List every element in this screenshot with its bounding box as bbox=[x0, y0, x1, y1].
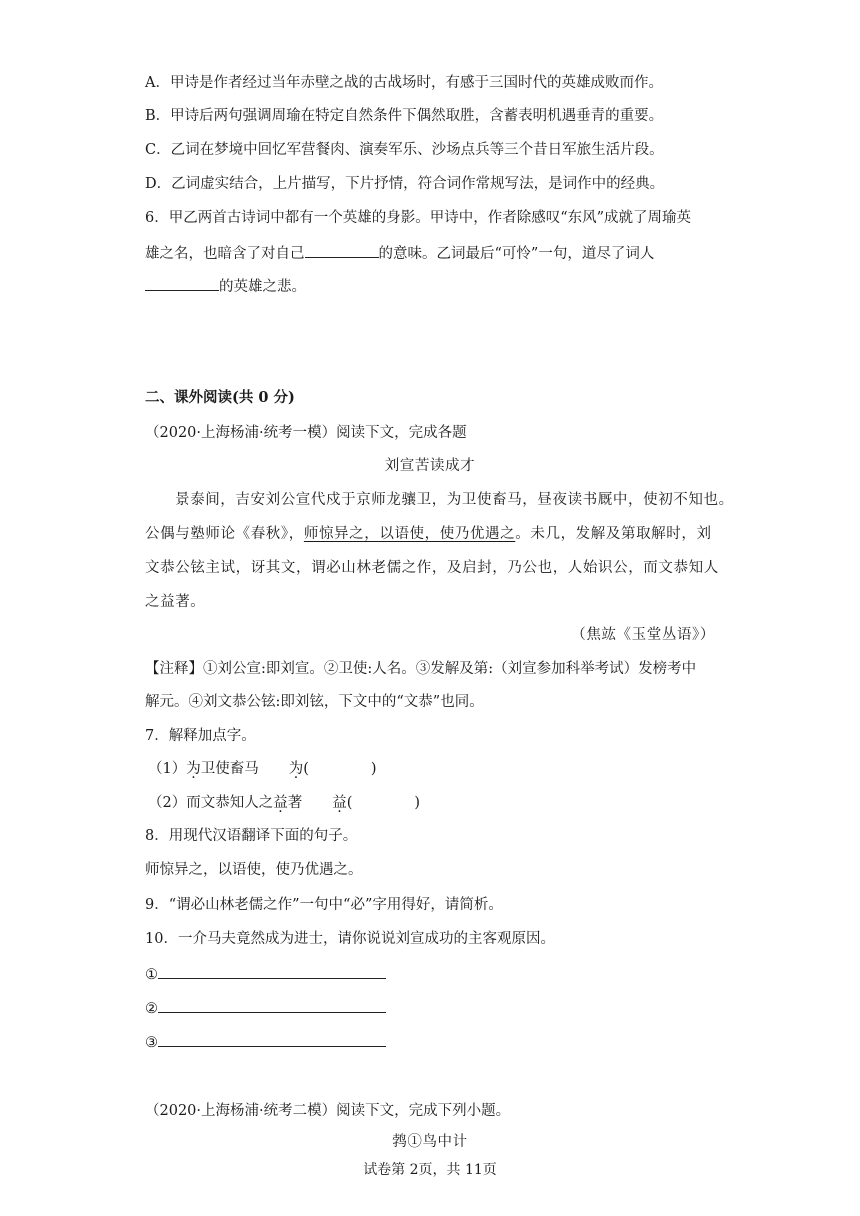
option-c: C．乙词在梦境中回忆军营餐肉、演奏军乐、沙场点兵等三个昔日军旅生活片段。 bbox=[145, 142, 664, 158]
annotation-line-2: 解元。④刘文恭公铉:即刘铉，下文中的“文恭”也同。 bbox=[145, 694, 484, 710]
passage-para-line-3: 文恭公铉主试，讶其文，谓必山林老儒之作，及启封，乃公也，人始识公，而文恭知人 bbox=[145, 560, 719, 576]
passage-1-title: 刘宣苦读成才 bbox=[384, 458, 476, 474]
passage-para-line-1: 景泰间，吉安刘公宣代戍于京师龙骧卫，为卫使畜马，昼夜读书厩中，使初不知也。 bbox=[175, 492, 734, 508]
question-6-line-1: 6．甲乙两首古诗词中都有一个英雄的身影。甲诗中，作者除感叹“东风”成就了周瑜英 bbox=[145, 210, 692, 226]
question-7-item-1 bbox=[148, 759, 377, 779]
fill-blank-1[interactable] bbox=[305, 242, 379, 258]
answer-blank-1[interactable] bbox=[158, 963, 386, 979]
q7-item1-open: ( bbox=[303, 761, 309, 777]
answer-marker-3: ③ bbox=[145, 1035, 158, 1051]
passage-text-a: 公偶与塾师论《春秋》， bbox=[145, 526, 304, 542]
question-9-title: 9．“谓必山林老儒之作”一句中“必”字用得好，请简析。 bbox=[145, 897, 503, 913]
q7-item1-close: ) bbox=[370, 761, 377, 777]
question-6-line-2 bbox=[145, 242, 654, 264]
q7-item2-text-a: （2）而文恭知人之 bbox=[148, 795, 274, 811]
question-8-title: 8．用现代汉语翻译下面的句子。 bbox=[145, 828, 358, 844]
answer-marker-1: ① bbox=[145, 967, 158, 983]
q6-text-c: 的英雄之悲。 bbox=[219, 279, 306, 295]
q7-item1-char: 为 bbox=[288, 761, 304, 777]
q7-item2-open: ( bbox=[346, 795, 353, 811]
answer-line-2 bbox=[145, 997, 386, 1019]
question-7-title: 7．解释加点字。 bbox=[145, 728, 256, 744]
option-a: A．甲诗是作者经过当年赤壁之战的古战场时，有感于三国时代的英雄成败而作。 bbox=[145, 75, 663, 91]
q7-item2-char: 益 bbox=[332, 795, 347, 811]
q7-item1-label: （1） bbox=[148, 761, 187, 777]
answer-blank-2[interactable] bbox=[158, 997, 386, 1013]
q7-item1-text: 卫使畜马 bbox=[200, 761, 259, 777]
question-6-line-3 bbox=[145, 275, 306, 297]
option-b: B．甲诗后两句强调周瑜在特定自然条件下偶然取胜，含蓄表明机遇垂青的重要。 bbox=[145, 108, 664, 124]
passage-attribution: （焦竑《玉堂丛语》） bbox=[571, 627, 715, 643]
q7-item2-close: ) bbox=[414, 795, 421, 811]
option-d: D．乙词虚实结合，上片描写，下片抒情，符合词作常规写法，是词作中的经典。 bbox=[145, 176, 665, 192]
question-8-sentence: 师惊异之，以语使，使乃优遇之。 bbox=[145, 862, 363, 878]
q6-text-b: 的意味。乙词最后“可怜”一句，道尽了词人 bbox=[378, 246, 655, 262]
page-footer: 试卷第 2页，共 11页 bbox=[363, 1162, 497, 1178]
q6-text-a: 雄之名，也暗含了对自己 bbox=[145, 246, 305, 262]
passage-para-line-4: 之益著。 bbox=[145, 594, 206, 610]
section-2-title: 二、课外阅读(共 0 分) bbox=[145, 389, 295, 406]
passage-para-line-2 bbox=[145, 524, 712, 544]
answer-line-1 bbox=[145, 963, 386, 985]
passage-text-b: 。未几，发解及第取解时，刘 bbox=[515, 526, 712, 542]
annotation-line-1: 【注释】①刘公宣:即刘宣。②卫使:人名。③发解及第:（刘宣参加科举考试）发榜考中 bbox=[145, 661, 697, 677]
passage-2-title bbox=[0, 1132, 860, 1152]
underlined-sentence: 师惊异之，以语使，使乃优遇之 bbox=[303, 526, 516, 542]
answer-marker-2: ② bbox=[145, 1001, 158, 1017]
question-10-title: 10．一介马夫竟然成为进士，请你说说刘宣成功的主客观原因。 bbox=[145, 931, 555, 947]
answer-blank-3[interactable] bbox=[158, 1031, 386, 1047]
passage-2-title-text: 鹁①鸟中计 bbox=[392, 1134, 468, 1150]
passage-2-source: （2020·上海杨浦·统考二模）阅读下文，完成下列小题。 bbox=[145, 1103, 511, 1119]
q7-item2-text-b: 著 bbox=[287, 795, 303, 811]
passage-1-source: （2020·上海杨浦·统考一模）阅读下文，完成各题 bbox=[145, 425, 467, 441]
answer-line-3 bbox=[145, 1031, 386, 1053]
dotted-char-yi: 益 bbox=[273, 795, 288, 811]
dotted-char-wei: 为 bbox=[186, 761, 201, 777]
fill-blank-2[interactable] bbox=[145, 275, 219, 291]
question-7-item-2 bbox=[148, 793, 420, 813]
